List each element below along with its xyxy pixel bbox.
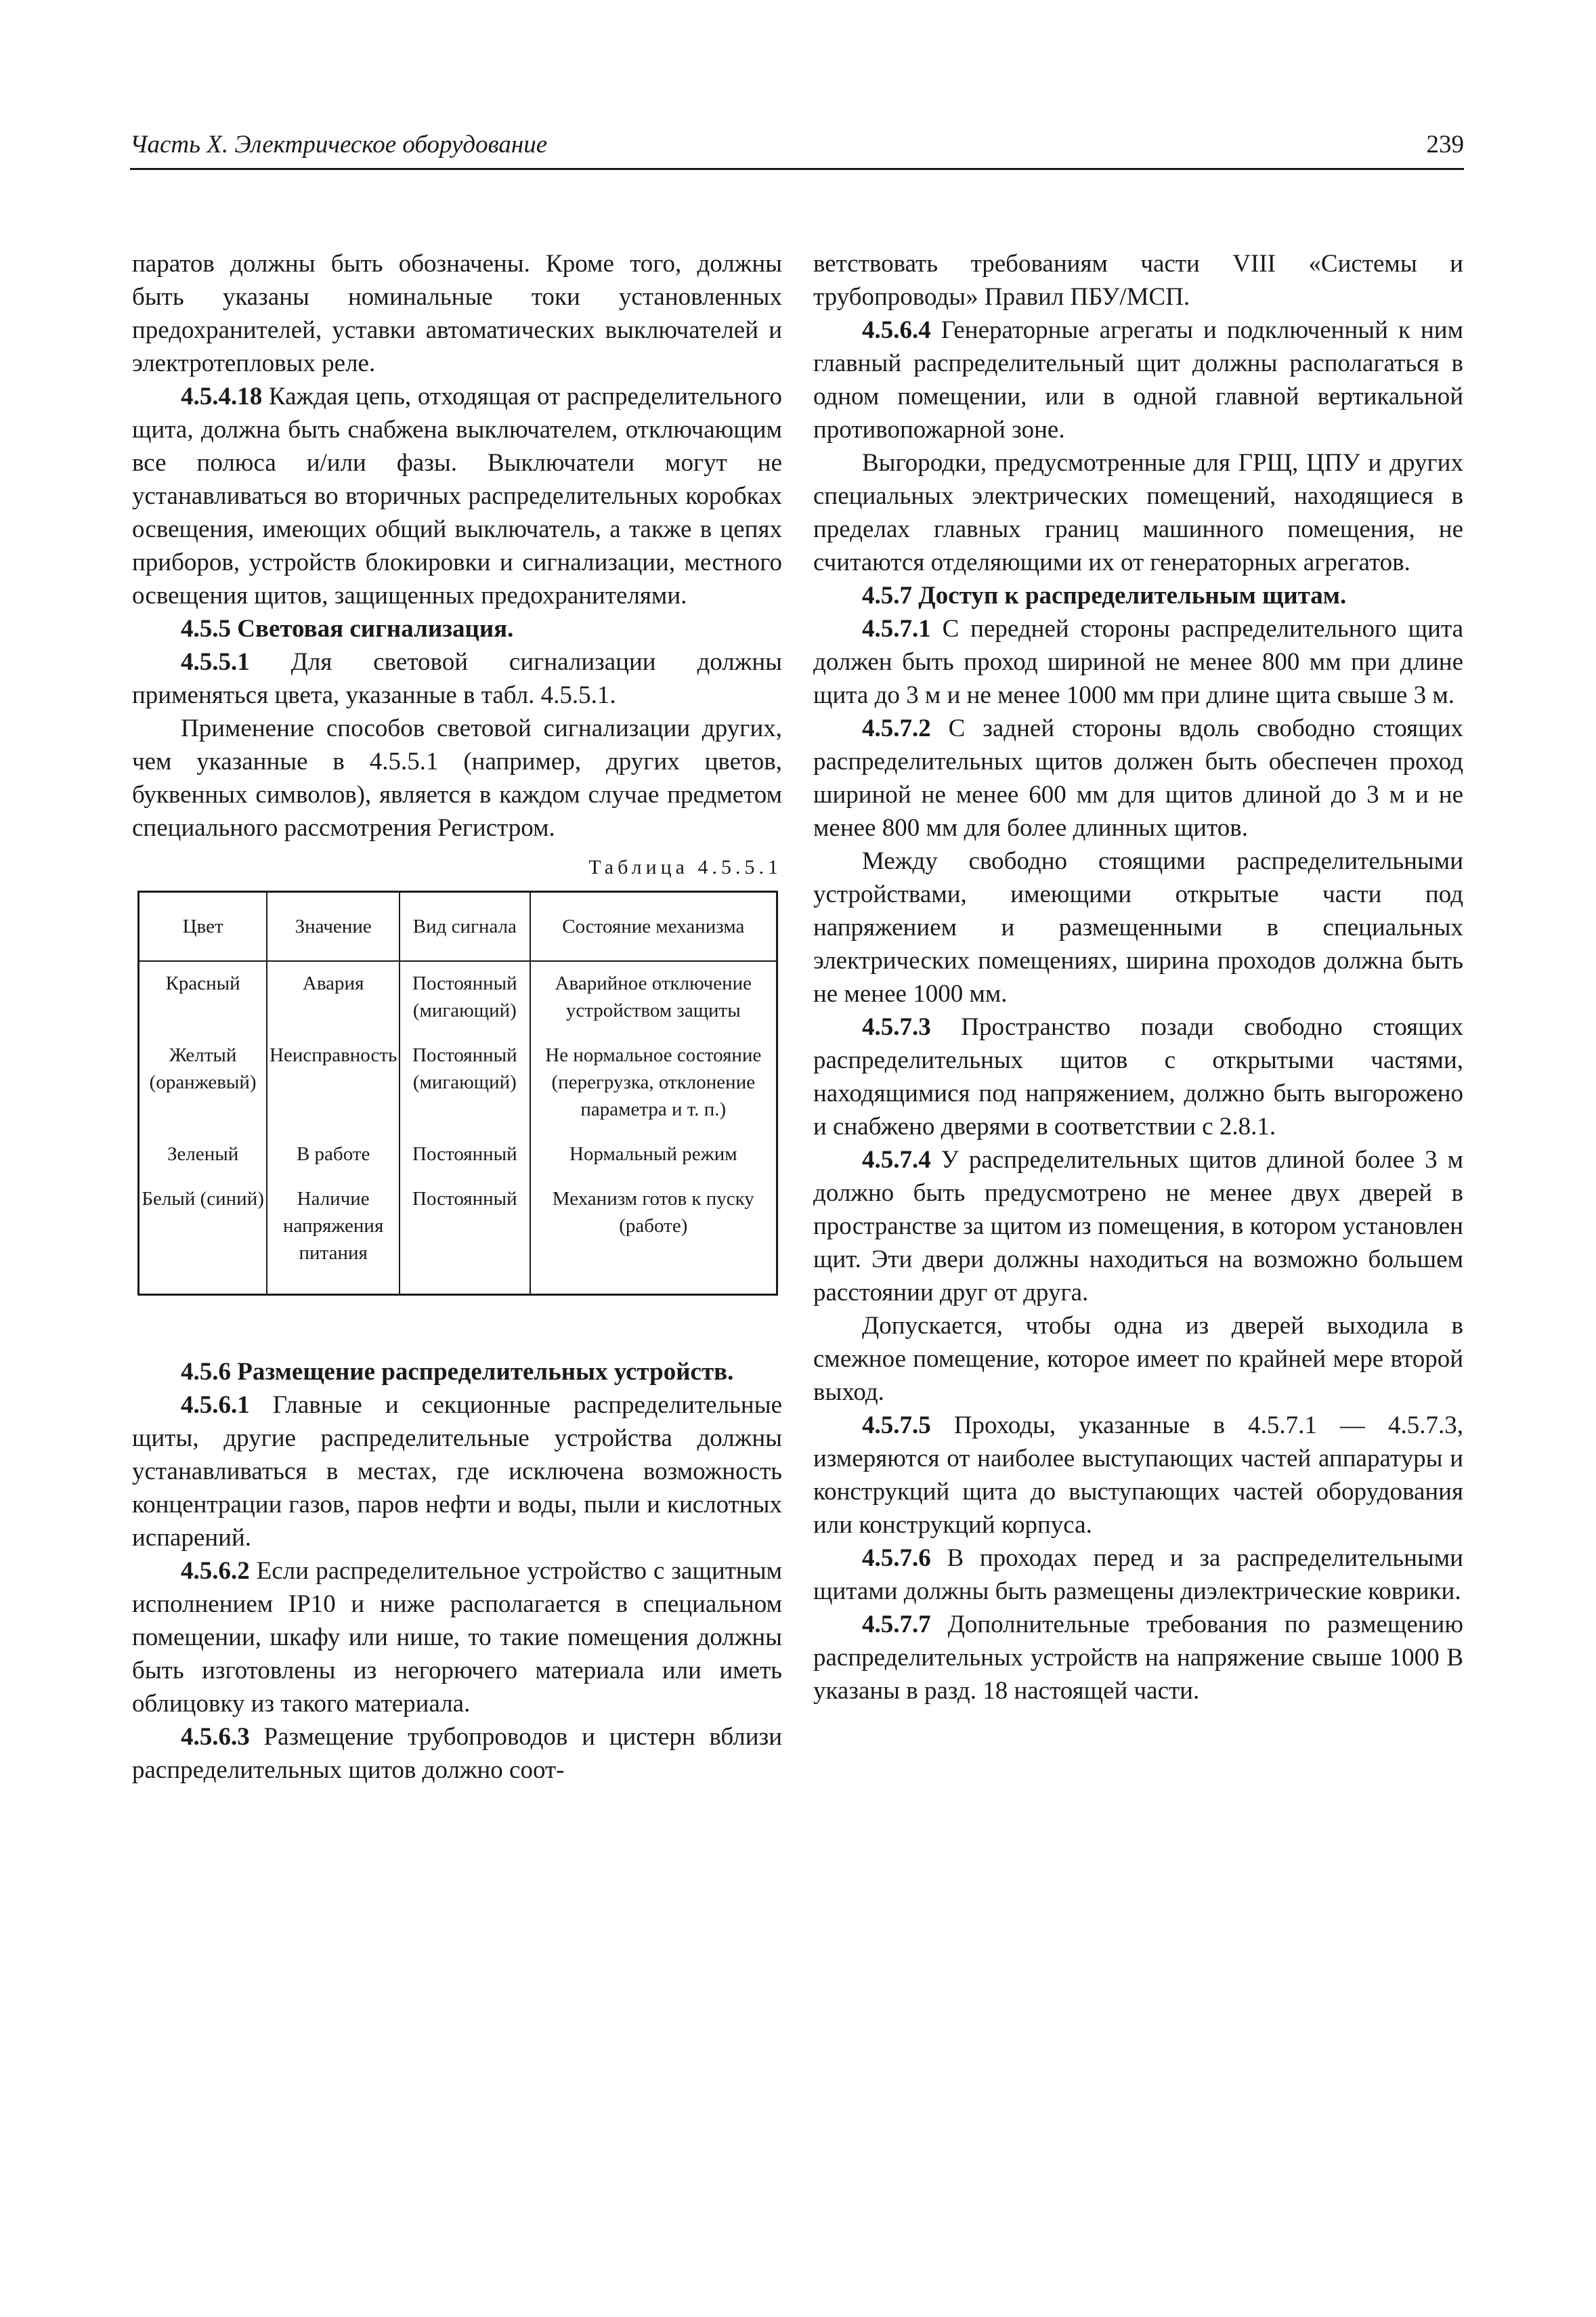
clause-number: 4.5.4.18 xyxy=(181,383,263,410)
table-header-row xyxy=(139,892,777,962)
table-caption: Таблица 4.5.5.1 xyxy=(588,856,782,878)
clause-number: 4.5.7.3 xyxy=(862,1013,931,1041)
paragraph: Допускается, чтобы одна из дверей выходила в смежное помещение, которое имеет по крайней мере второй выход. xyxy=(813,1312,1463,1406)
table-cell: Белый (синий) xyxy=(139,1177,267,1295)
page-number: 239 xyxy=(1426,131,1464,158)
table-cell: Механизм готов к пуску (работе) xyxy=(530,1177,777,1295)
table-cell: Зеленый xyxy=(139,1132,267,1177)
clause-number: 4.5.6.4 xyxy=(862,316,931,344)
clause-text: У распределительных щитов длиной более 3 м должно быть предусмотрено не менее двух дверей в пространстве за щитом из помещения, в котором установлен щит. Эти двери должны находиться на возможно большем расстоянии друг от друга. xyxy=(813,1146,1463,1306)
table-cell: Аварийное отключение устройством защиты xyxy=(530,961,777,1034)
clause-text: Каждая цепь, отходящая от распределительного щита, должна быть снабжена выключателем, отключающим все полюса и/или фазы. Выключатели могут не устанавливаться во вторичных распределительных коробках освещения, имеющих общий выключатель, а также в цепях приборов, устройств блокировки и сигнализации, местного освещения щитов, защищенных предохранителями. xyxy=(132,383,782,610)
paragraph xyxy=(813,612,1463,712)
table-cell: Авария xyxy=(267,961,400,1034)
clause-number: 4.5.6.1 xyxy=(181,1391,250,1419)
table-row xyxy=(139,1132,777,1177)
left-column xyxy=(132,247,782,1787)
paragraph xyxy=(132,1554,782,1720)
paragraph xyxy=(132,645,782,712)
section-heading: 4.5.5 Световая сигнализация. xyxy=(181,615,514,643)
paragraph: ветствовать требованиям части VIII «Системы и трубопроводы» Правил ПБУ/МСП. xyxy=(813,250,1463,311)
paragraph xyxy=(132,380,782,612)
paragraph xyxy=(813,1011,1463,1143)
table-cell: Не нормальное состояние (перегрузка, отклонение параметра и т. п.) xyxy=(530,1034,777,1132)
table-cell: Постоянный (мигающий) xyxy=(400,1034,530,1132)
paragraph xyxy=(813,1143,1463,1309)
paragraph xyxy=(813,1608,1463,1707)
clause-text: Если распределительное устройство с защитным исполнением IP10 и ниже располагается в специальном помещении, шкафу или нише, то такие помещения должны быть изготовлены из негорючего материала или иметь облицовку из такого материала. xyxy=(132,1557,782,1718)
paragraph: паратов должны быть обозначены. Кроме того, должны быть указаны номинальные токи установленных предохранителей, уставки автоматических выключателей и электротепловых реле. xyxy=(132,250,782,377)
clause-text: Проходы, указанные в 4.5.7.1 — 4.5.7.3, измеряются от наиболее выступающих частей аппаратуры и конструкций щита до выступающих частей оборудования или конструкций корпуса. xyxy=(813,1411,1463,1539)
paragraph: Выгородки, предусмотренные для ГРЩ, ЦПУ и других специальных электрических помещений, находящиеся в пределах главных границ машинного помещения, не считаются отделяющими их от генераторных агрегатов. xyxy=(813,449,1463,576)
table-cell: Нормальный режим xyxy=(530,1132,777,1177)
clause-number: 4.5.7.1 xyxy=(862,615,931,643)
table-cell: Желтый (оранжевый) xyxy=(139,1034,267,1132)
clause-number: 4.5.7.6 xyxy=(862,1544,931,1572)
paragraph: Между свободно стоящими распределительными устройствами, имеющими открытые части под напряжением и размещенными в специальных электрических помещениях, ширина проходов должна быть не менее 1000 мм. xyxy=(813,847,1463,1008)
clause-number: 4.5.7.5 xyxy=(862,1411,931,1439)
signal-table xyxy=(137,891,778,1296)
table-row xyxy=(139,1034,777,1132)
right-column xyxy=(813,247,1463,1707)
clause-number: 4.5.7.7 xyxy=(862,1611,931,1638)
table-row xyxy=(139,1177,777,1295)
clause-text: С передней стороны распределительного щита должен быть проход шириной не менее 800 мм при длине щита до 3 м и не менее 1000 мм при длине щита свыше 3 м. xyxy=(813,615,1463,709)
clause-number: 4.5.7.2 xyxy=(862,715,931,742)
paragraph xyxy=(813,1409,1463,1542)
paragraph xyxy=(813,314,1463,446)
clause-text: Главные и секционные распределительные щиты, другие распределительные устройства должны устанавливаться в местах, где исключена возможность концентрации газов, паров нефти и воды, пыли и кислотных испарений. xyxy=(132,1391,782,1552)
clause-text: Пространство позади свободно стоящих распределительных щитов с открытыми частями, находящимися под напряжением, должно быть выгорожено и снабжено дверями в соответствии с 2.8.1. xyxy=(813,1013,1463,1141)
clause-text: В проходах перед и за распределительными щитами должны быть размещены диэлектрические коврики. xyxy=(813,1544,1463,1605)
table-cell: Постоянный (мигающий) xyxy=(400,961,530,1034)
table-row xyxy=(139,961,777,1034)
table-header-cell: Вид сигнала xyxy=(400,892,530,962)
table-cell: Красный xyxy=(139,961,267,1034)
clause-text: Размещение трубопроводов и цистерн вблизи распределительных щитов должно соот- xyxy=(132,1723,782,1784)
clause-number: 4.5.5.1 xyxy=(181,648,250,676)
clause-text: Для световой сигнализации должны применяться цвета, указанные в табл. 4.5.5.1. xyxy=(132,648,782,709)
section-heading: 4.5.7 Доступ к распределительным щитам. xyxy=(862,582,1347,610)
clause-text: Генераторные агрегаты и подключенный к ним главный распределительный щит должны располагаться в одном помещении, или в одной главной вертикальной противопожарной зоне. xyxy=(813,316,1463,444)
table-cell: Постоянный xyxy=(400,1177,530,1295)
paragraph: Применение способов световой сигнализации других, чем указанные в 4.5.5.1 (например, других цветов, буквенных символов), является в каждом случае предметом специального рассмотрения Регистром. xyxy=(132,715,782,842)
table-header-cell: Состояние механизма xyxy=(530,892,777,962)
section-heading: 4.5.6 Размещение распределительных устройств. xyxy=(181,1358,734,1386)
table-cell: Наличие напряжения питания xyxy=(267,1177,400,1295)
paragraph xyxy=(813,712,1463,845)
running-title: Часть X. Электрическое оборудование xyxy=(130,131,548,158)
table-cell: В работе xyxy=(267,1132,400,1177)
paragraph xyxy=(132,1388,782,1554)
clause-number: 4.5.7.4 xyxy=(862,1146,931,1174)
clause-text: С задней стороны вдоль свободно стоящих распределительных щитов должен быть обеспечен проход шириной не менее 600 мм для щитов длиной до 3 м и не менее 800 мм для более длинных щитов. xyxy=(813,715,1463,842)
page-header xyxy=(130,130,1464,170)
clause-number: 4.5.6.2 xyxy=(181,1557,250,1585)
paragraph xyxy=(132,1720,782,1787)
paragraph xyxy=(813,1542,1463,1608)
table-header-cell: Значение xyxy=(267,892,400,962)
clause-number: 4.5.6.3 xyxy=(181,1723,250,1751)
table-cell: Неисправность xyxy=(267,1034,400,1132)
table-cell: Постоянный xyxy=(400,1132,530,1177)
table-header-cell: Цвет xyxy=(139,892,267,962)
clause-text: Дополнительные требования по размещению распределительных устройств на напряжение свыше 1000 В указаны в разд. 18 настоящей части. xyxy=(813,1611,1463,1705)
